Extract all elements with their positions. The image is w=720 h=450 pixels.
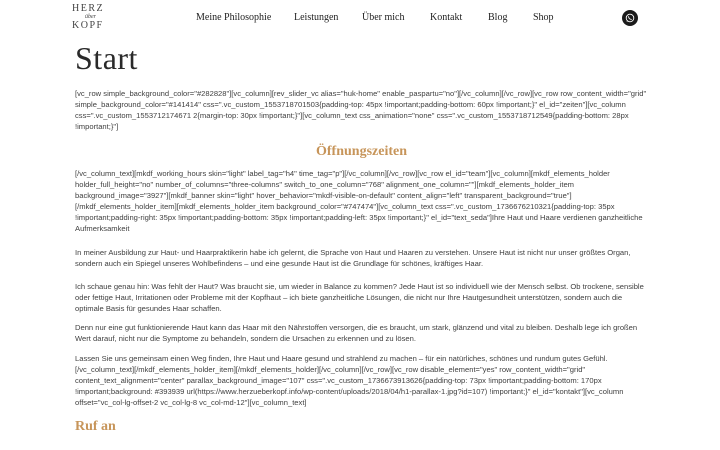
logo-line-kopf: KOPF [72, 20, 104, 31]
shortcode-block-2: [/vc_column_text][mkdf_working_hours skin="light" label_tag="h4" time_tag="p"][/vc_column][/vc_row][vc_row el_id="team"][vc_column][mkdf_elements_holder holder_full_height="no" number_of_columns="three-columns" switch_to_one_column="768" alignment_one_column=""][mkdf_elements_holder_item background_image="3927"][mkdf_banner skin="light" hover_behavior="mkdf-visible-on-default" content_align="left" transparent_background="true"][/mkdf_elements_holder_item][mkdf_elements_holder_item background_color="#747474"][vc_column_text css=".vc_custom_1736676210321{padding-top: 35px !important;padding-right: 35px !important;padding-bottom: 35px !important;padding-left: 35px !important;}" el_id="text_seda"]Ihre Haut und Haare verdienen ganzheitliche Aufmerksamkeit [75, 169, 643, 234]
whatsapp-icon [625, 13, 635, 23]
nav-item-ueber-mich[interactable]: Über mich [362, 12, 405, 23]
site-logo[interactable] [72, 4, 114, 32]
nav-item-blog[interactable]: Blog [488, 12, 508, 23]
paragraph-weg-finden: Lassen Sie uns gemeinsam einen Weg finden, Ihre Haut und Haare gesund und strahlend zu machen – für ein natürliches, schönes und rundum gutes Gefühl.[/vc_column_text][/mkdf_elements_holder_item][/mkdf_elements_holder][/vc_column][/vc_row][vc_row disable_element="yes" row_content_width="grid" content_text_alignment="center" parallax_background_image="107" css=".vc_custom_1736673913626{padding-top: 73px !important;padding-bottom: 170px !important;background: #393939 url(https://www.herzueberkopf.info/wp-content/uploads/2018/04/h1-parallax-1.jpg?id=107) !important;}" el_id="kontakt"][vc_column offset="vc_col-lg-offset-2 vc_col-lg-8 vc_col-md-12"][vc_column_text] [75, 354, 624, 408]
page-title: Start [75, 40, 138, 76]
logo-line-herz: HERZ [72, 3, 105, 14]
shortcode-block-1: [vc_row simple_background_color="#282828"][vc_column][rev_slider_vc alias="huk-home" enable_paspartu="no"][/vc_column][/vc_row][vc_row row_content_width="grid" simple_background_color="#141414" css=".vc_custom_1553718701503{padding-top: 45px !important;padding-bottom: 60px !important;}" el_id="zeiten"][vc_column css=".vc_custom_1553712174671 2{margin-top: 30px !important;}"][vc_column_text css_animation="none" css=".vc_custom_1553718712549{padding-bottom: 28px !important;}"] [75, 89, 647, 132]
nav-item-kontakt[interactable]: Kontakt [430, 12, 463, 23]
whatsapp-button[interactable] [622, 10, 638, 26]
nav-item-shop[interactable]: Shop [533, 12, 554, 23]
paragraph-naehrstoffe: Denn nur eine gut funktionierende Haut kann das Haar mit den Nährstoffen versorgen, die es braucht, um stark, glänzend und vital zu bleiben. Deshalb lege ich großen Wert darauf, nicht nur die Symptome zu behandeln, sondern die Ursachen zu erkennen und zu lösen. [75, 323, 638, 344]
paragraph-ausbildung: In meiner Ausbildung zur Haut- und Haarpraktikerin habe ich gelernt, die Sprache von Haut und Haaren zu verstehen. Unsere Haut ist nicht nur unser größtes Organ, sondern auch ein Spiegel unseres Wohlbefindens – und eine gesunde Haut ist die Grundlage für schönes, kräftiges Haar. [75, 248, 631, 269]
paragraph-schaue-hin: Ich schaue genau hin: Was fehlt der Haut? Was braucht sie, um wieder in Balance zu kommen? Jede Haut ist so individuell wie der Mensch selbst. Ob trockene, sensible oder fettige Haut, Irritationen oder Probleme mit der Kopfhaut – ich biete ganzheitliche Lösungen, die nicht nur Ihre Hautgesundheit unterstützen, sondern auch die optimale Basis für gesundes Haar schaffen. [75, 282, 644, 314]
heading-ruf-an: Ruf an [75, 419, 116, 434]
logo-line-ueber: über [85, 14, 96, 20]
nav-item-meine-philosophie[interactable]: Meine Philosophie [196, 12, 272, 23]
site-header [0, 0, 720, 38]
nav-item-leistungen[interactable]: Leistungen [294, 12, 339, 23]
heading-oeffnungszeiten: Öffnungszeiten [316, 144, 407, 159]
